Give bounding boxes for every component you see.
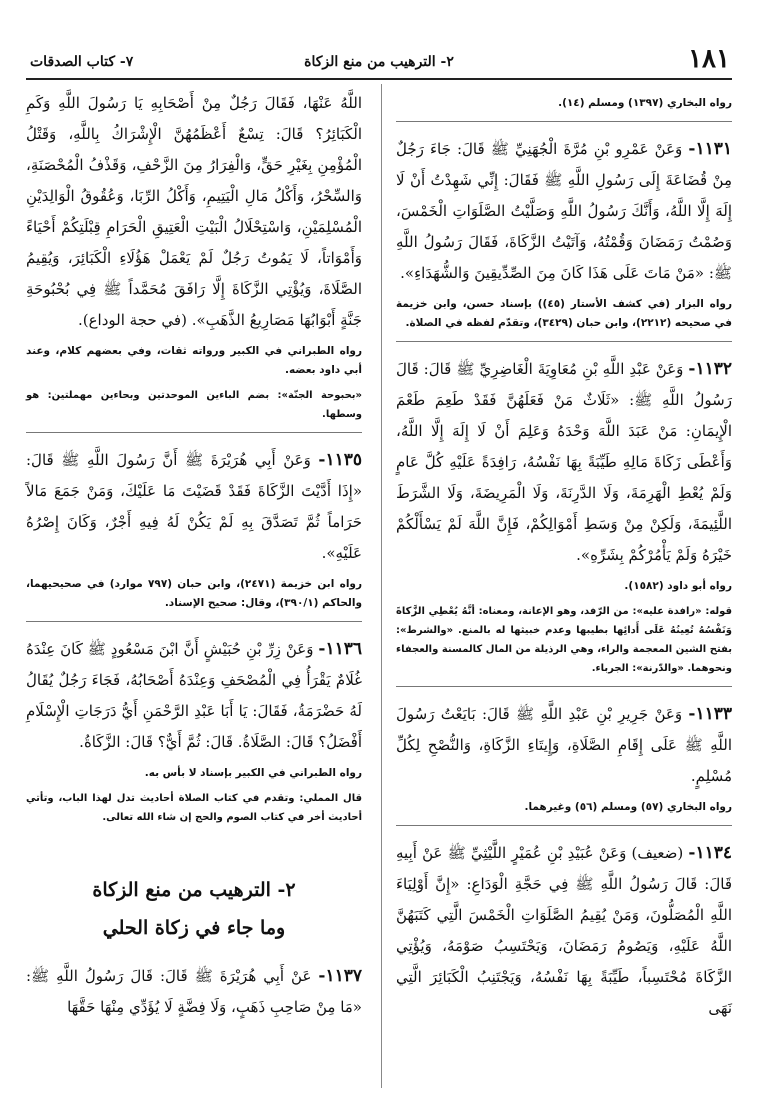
- column-divider: [381, 84, 382, 1088]
- source-note: رواه الطبراني في الكبير بإسناد لا بأس به.: [144, 767, 362, 779]
- author-note: قال المملي: وتقدم في كتاب الصلاة أحاديث تدل لهذا الباب، وتأتي أحاديث أخر في كتاب الصوم والحج إن شاء الله تعالى.: [26, 793, 362, 823]
- gloss-note: «بحبوحة الجنّة»: بضم الباءين الموحدتين وبحاءين مهملتين: هو وسطها.: [26, 390, 362, 420]
- divider: [26, 621, 362, 622]
- gloss-note: قوله: «رافدة عليه»: من الرّفد، وهو الإعانة، ومعناه: أنَّهُ يُعْطِي الزَّكاةَ وَنَفْسُهُ تُعِينُهُ عَلَى أَدائِها بطيبها وعدم خبيثها له بالمنع. «والشرط»: بفتح الشين المعجمة والراء، وهي الرذيلة من المال كالمسنة والعجفاء ونحوهما. «والدّرنة»: الجرباء.: [396, 606, 732, 674]
- hadith-1135: [26, 445, 362, 569]
- hadith-text: اللَّهُ عَنْهَا، فَقَالَ رَجُلٌ مِنْ أَصْحَابِهِ يَا رَسُولَ اللَّهِ وَكَمِ الْكَبَائِرُ؟ قَالَ: تِسْعٌ أَعْظَمُهُنَّ الْإِشْرَاكُ بِاللَّهِ، وَقَتْلُ الْمُؤْمِنِ بِغَيْرِ حَقٍّ، وَالْفِرَارُ مِنَ الزَّحْفِ، وَقَذْفُ الْمُحْصَنَةِ، وَالسِّحْرُ، وَأَكْلُ مَالِ الْيَتِيمِ، وَأَكْلُ الرِّبَا، وَعُقُوقُ الْوَالِدَيْنِ الْمُسْلِمَيْنِ، وَاسْتِحْلَالُ الْبَيْتِ الْعَتِيقِ الْحَرَامِ قِبْلَتِكُمْ أَحْيَاءً وَأَمْوَاتاً، لَا يَمُوتُ رَجُلٌ لَمْ يَعْمَلْ هَؤُلَاءِ الْكَبَائِرَ، وَيُقِيمُ الصَّلَاةَ، وَيُؤْتِي الزَّكَاةَ إِلَّا رَافَقَ مُحَمَّداً ﷺ فِي بُحْبُوحَةِ جَنَّةٍ أَبْوَابُهَا مَصَارِيعُ الذَّهَبِ». (في حجة الوداع).: [26, 94, 362, 329]
- hadith-number: ١١٣٣-: [688, 704, 732, 724]
- hadith-1133: [396, 699, 732, 792]
- hadith-number: ١١٣٢-: [688, 359, 732, 379]
- hadith-number: ١١٣٥-: [318, 450, 362, 470]
- hadith-1132: [396, 354, 732, 571]
- source-note: رواه البزار (في كشف الأستار (٤٥)) بإسناد حسن، وابن خزيمة في صحيحه (٢٢١٢)، وابن حبان (٣٤٢٩)، وتقدّم لفظه في الصلاة.: [396, 298, 732, 329]
- hadith-text: (ضعيف) وَعَنْ عُبَيْدِ بْنِ عُمَيْرٍ اللَّيْثِيِّ ﷺ عَنْ أَبِيهِ قَالَ: قَالَ رَسُولُ اللَّهِ ﷺ فِي حَجَّةِ الْوَدَاعِ: «إِنَّ أَوْلِيَاءَ اللَّهِ الْمُصَلُّونَ، وَمَنْ يُقِيمُ الصَّلَوَاتِ الْخَمْسَ الَّتِي كَتَبَهُنَّ اللَّهُ عَلَيْهِ، وَيَصُومُ رَمَضَانَ، وَيَحْتَسِبُ صَوْمَهُ، وَيُؤْتِي الزَّكَاةَ مُحْتَسِباً، طَيِّبَةً بِهَا نَفْسُهُ، وَيَجْتَنِبُ الْكَبَائِرَ الَّتِي نَهَى: [396, 844, 732, 1017]
- right-column: [396, 88, 732, 1024]
- hadith-text: وَعَنْ جَرِيرِ بْنِ عَبْدِ اللَّهِ ﷺ قَالَ: بَايَعْتُ رَسُولَ اللَّهِ ﷺ عَلَى إِقَامِ الصَّلَاةِ، وَإِيتَاءِ الزَّكَاةِ، وَالنُّصْحِ لِكُلِّ مُسْلِمٍ.: [396, 705, 732, 785]
- source-note: رواه الطبراني في الكبير ورواته ثقات، وفي بعضهم كلام، وعند أبي داود بعضه.: [26, 345, 362, 376]
- hadith-text: وَعَنْ زِرِّ بْنِ حُبَيْشٍ أَنَّ ابْنَ مَسْعُودٍ ﷺ كَانَ عِنْدَهُ غُلَامٌ يَقْرَأُ فِي الْمُصْحَفِ وَعِنْدَهُ أَصْحَابُهُ، فَجَاءَ رَجُلٌ يُقَالُ لَهُ حَضْرَمَةُ، فَقَالَ: يَا أَبَا عَبْدِ الرَّحْمَنِ أَيُّ دَرَجَاتِ الْإِسْلَامِ أَفْضَلُ؟ قَالَ: الصَّلَاةُ. قَالَ: ثُمَّ أَيٌّ؟ قَالَ: الزَّكَاةُ.: [26, 640, 362, 751]
- hadith-1131: [396, 134, 732, 289]
- running-header: [26, 44, 732, 80]
- hadith-number: ١١٣٧-: [318, 966, 362, 986]
- divider: [396, 341, 732, 342]
- hadith-1134-continued: [26, 88, 362, 336]
- running-book-title: ٧- كتاب الصدقات: [30, 54, 134, 70]
- divider: [396, 825, 732, 826]
- left-column: [26, 88, 362, 1023]
- hadith-text: وَعَنْ عَبْدِ اللَّهِ بْنِ مُعَاوِيَةَ الْغَاضِرِيِّ ﷺ قَالَ: قَالَ رَسُولُ اللَّهِ ﷺ: «ثَلَاثٌ مَنْ فَعَلَهُنَّ فَقَدْ طَعِمَ طَعْمَ الْإِيمَانِ: مَنْ عَبَدَ اللَّهَ وَحْدَهُ وَعَلِمَ أَنْ لَا إِلَهَ إِلَّا اللَّهُ، وَأَعْطَى زَكَاةَ مَالِهِ طَيِّبَةً بِهَا نَفْسُهُ، رَافِدَةً عَلَيْهِ كُلَّ عَامٍ وَلَمْ يُعْطِ الْهَرِمَةَ، وَلَا الدَّرِنَةَ، وَلَا الْمَرِيضَةَ، وَلَا الشَّرَطَ اللَّئِيمَةَ، وَلَكِنْ مِنْ وَسَطِ أَمْوَالِكُمْ، فَإِنَّ اللَّهَ لَمْ يَسْأَلْكُمْ خَيْرَهُ وَلَمْ يَأْمُرْكُمْ بِشَرِّهِ».: [396, 360, 732, 564]
- hadith-text: عَنْ أَبِي هُرَيْرَةَ ﷺ قَالَ: قَالَ رَسُولُ اللَّهِ ﷺ: «مَا مِنْ صَاحِبِ ذَهَبٍ، وَلَا فِضَّةٍ لَا يُؤَدِّي مِنْهَا حَقَّهَا: [26, 967, 362, 1016]
- page-number: ١٨١: [688, 44, 730, 74]
- divider: [396, 121, 732, 122]
- hadith-text: وَعَنْ أَبِي هُرَيْرَةَ ﷺ أَنَّ رَسُولَ اللَّهِ ﷺ قَالَ: «إِذَا أَدَّيْتَ الزَّكَاةَ فَقَدْ قَضَيْتَ مَا عَلَيْكَ، وَمَنْ جَمَعَ مَالاً حَرَاماً ثُمَّ تَصَدَّقَ بِهِ لَمْ يَكُنْ لَهُ فِيهِ أَجْرٌ، وَكَانَ إِصْرُهُ عَلَيْهِ».: [26, 451, 362, 562]
- hadith-number: ١١٣١-: [688, 139, 732, 159]
- source-note: رواه ابن خزيمة (٢٤٧١)، وابن حبان (٧٩٧ موارد) في صحيحيهما، والحاكم (٣٩٠/١)، وقال: صحيح الإسناد.: [26, 578, 362, 609]
- divider: [396, 686, 732, 687]
- divider: [26, 432, 362, 433]
- hadith-number: ١١٣٦-: [318, 639, 362, 659]
- source-note: رواه البخاري (٥٧) ومسلم (٥٦) وغيرهما.: [524, 801, 732, 813]
- source-note: رواه البخاري (١٣٩٧) ومسلم (١٤).: [558, 97, 732, 109]
- hadith-number: ١١٣٤-: [688, 843, 732, 863]
- hadith-1134: [396, 838, 732, 1024]
- chapter-subtitle: وما جاء في زكاة الحلي: [102, 917, 286, 939]
- chapter-title: ٢- الترهيب من منع الزكاة: [92, 879, 296, 901]
- hadith-1136: [26, 634, 362, 758]
- hadith-text: وَعَنْ عَمْرِو بْنِ مُرَّةَ الْجُهَنِيِّ ﷺ قَالَ: جَاءَ رَجُلٌ مِنْ قُضَاعَةَ إِلَى رَسُولِ اللَّهِ ﷺ فَقَالَ: إِنِّي شَهِدْتُ أَنْ لَا إِلَهَ إِلَّا اللَّهُ، وَأَنَّكَ رَسُولُ اللَّهِ وَصَلَّيْتُ الصَّلَوَاتِ الْخَمْسَ، وَصُمْتُ رَمَضَانَ وَقُمْتُهُ، وَآتَيْتُ الزَّكَاةَ، فَقَالَ رَسُولُ اللَّهِ ﷺ: «مَنْ مَاتَ عَلَى هَذَا كَانَ مِنَ الصِّدِّيقِينَ وَالشُّهَدَاءِ».: [396, 140, 732, 282]
- chapter-heading: [26, 871, 362, 947]
- source-note: رواه أبو داود (١٥٨٢).: [624, 580, 732, 592]
- hadith-1137: [26, 961, 362, 1023]
- running-chapter-title: ٢- الترهيب من منع الزكاة: [304, 54, 454, 70]
